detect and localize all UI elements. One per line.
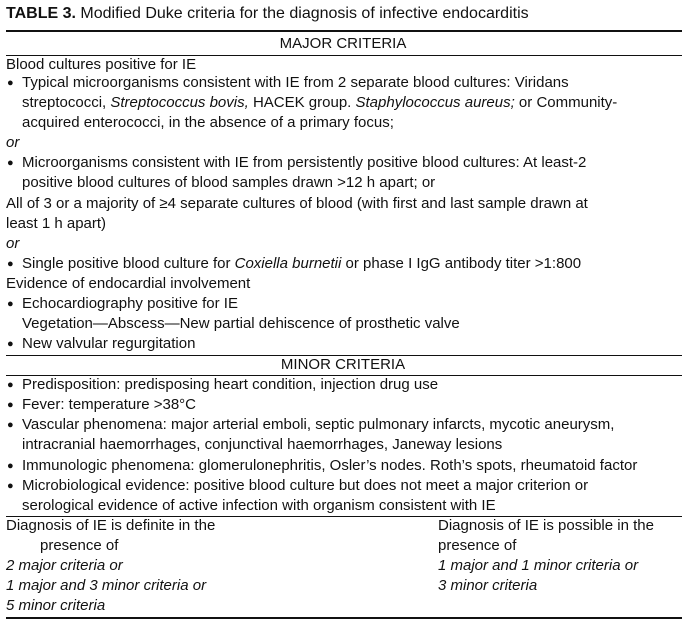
definite-option-2: 1 major and 3 minor criteria or (6, 577, 207, 594)
blood-cultures-heading: Blood cultures positive for IE (6, 56, 197, 73)
possible-diagnosis-line-2: presence of (438, 537, 517, 554)
major-bullet-4-line-2: Vegetation—Abscess—New partial dehiscence of prosthetic valve (22, 315, 460, 332)
major-bullet-5: ● New valvular regurgitation (22, 334, 195, 354)
all-three-line-2: least 1 h apart) (6, 215, 107, 232)
definite-option-3: 5 minor criteria (6, 597, 106, 614)
endocardial-heading: Evidence of endocardial involvement (6, 275, 251, 292)
organism-name: Coxiella burnetii (234, 255, 342, 272)
minor-item-1: ● Predisposition: predisposing heart condition, injection drug use (22, 375, 438, 395)
definite-option-1: 2 major criteria or (6, 557, 123, 574)
major-bullet-1-line-2: streptococci, Streptococcus bovis, HACEK group. Staphylococcus aureus; or Community- (22, 94, 618, 111)
minor-item-3-line-1: ● Vascular phenomena: major arterial emboli, septic pulmonary infarcts, mycotic aneurysm, (22, 415, 614, 435)
table-label: TABLE 3. (6, 5, 76, 22)
possible-option-2: 3 minor criteria (438, 577, 538, 594)
organism-name: Streptococcus bovis, (110, 94, 249, 111)
table-title (6, 4, 529, 24)
minor-item-5-line-1: ● Microbiological evidence: positive blood culture but does not meet a major criterion or (22, 476, 588, 496)
major-bullet-2-line-2: positive blood cultures of blood samples drawn >12 h apart; or (22, 174, 436, 191)
or-separator-2: or (6, 235, 20, 252)
major-bullet-3: ● Single positive blood culture for Coxiella burnetii or phase I IgG antibody titer >1:800 (22, 254, 581, 274)
definite-diagnosis-line-1: Diagnosis of IE is definite in the (6, 517, 216, 534)
organism-name: Staphylococcus aureus; (355, 94, 515, 111)
definite-diagnosis-line-2: presence of (40, 537, 119, 554)
minor-item-2: ● Fever: temperature >38°C (22, 395, 196, 415)
major-criteria-heading: MAJOR CRITERIA (279, 35, 407, 52)
bottom-rule (6, 617, 682, 619)
all-three-line-1: All of 3 or a majority of ≥4 separate cultures of blood (with first and last sample drawn at (6, 195, 588, 212)
minor-item-3-line-2: intracranial haemorrhages, conjunctival haemorrhages, Janeway lesions (22, 436, 503, 453)
top-rule (6, 30, 682, 32)
minor-item-4: ● Immunologic phenomena: glomerulonephritis, Osler’s nodes. Roth’s spots, rheumatoid factor (22, 456, 637, 476)
or-separator-1: or (6, 134, 20, 151)
minor-item-5-line-2: serological evidence of active infection with organism consistent with IE (22, 497, 496, 514)
major-bullet-1-line-1: ● Typical microorganisms consistent with IE from 2 separate blood cultures: Viridans (22, 73, 569, 93)
minor-criteria-heading: MINOR CRITERIA (280, 356, 406, 373)
possible-option-1: 1 major and 1 minor criteria or (438, 557, 639, 574)
major-bullet-4-line-1: ● Echocardiography positive for IE (22, 294, 238, 314)
possible-diagnosis-line-1: Diagnosis of IE is possible in the (438, 517, 654, 534)
table-title-text: Modified Duke criteria for the diagnosis of infective endocarditis (80, 5, 529, 22)
major-bullet-1-line-3: acquired enterococci, in the absence of a primary focus; (22, 114, 394, 131)
major-bullet-2-line-1: ● Microorganisms consistent with IE from persistently positive blood cultures: At least-2 (22, 153, 586, 173)
